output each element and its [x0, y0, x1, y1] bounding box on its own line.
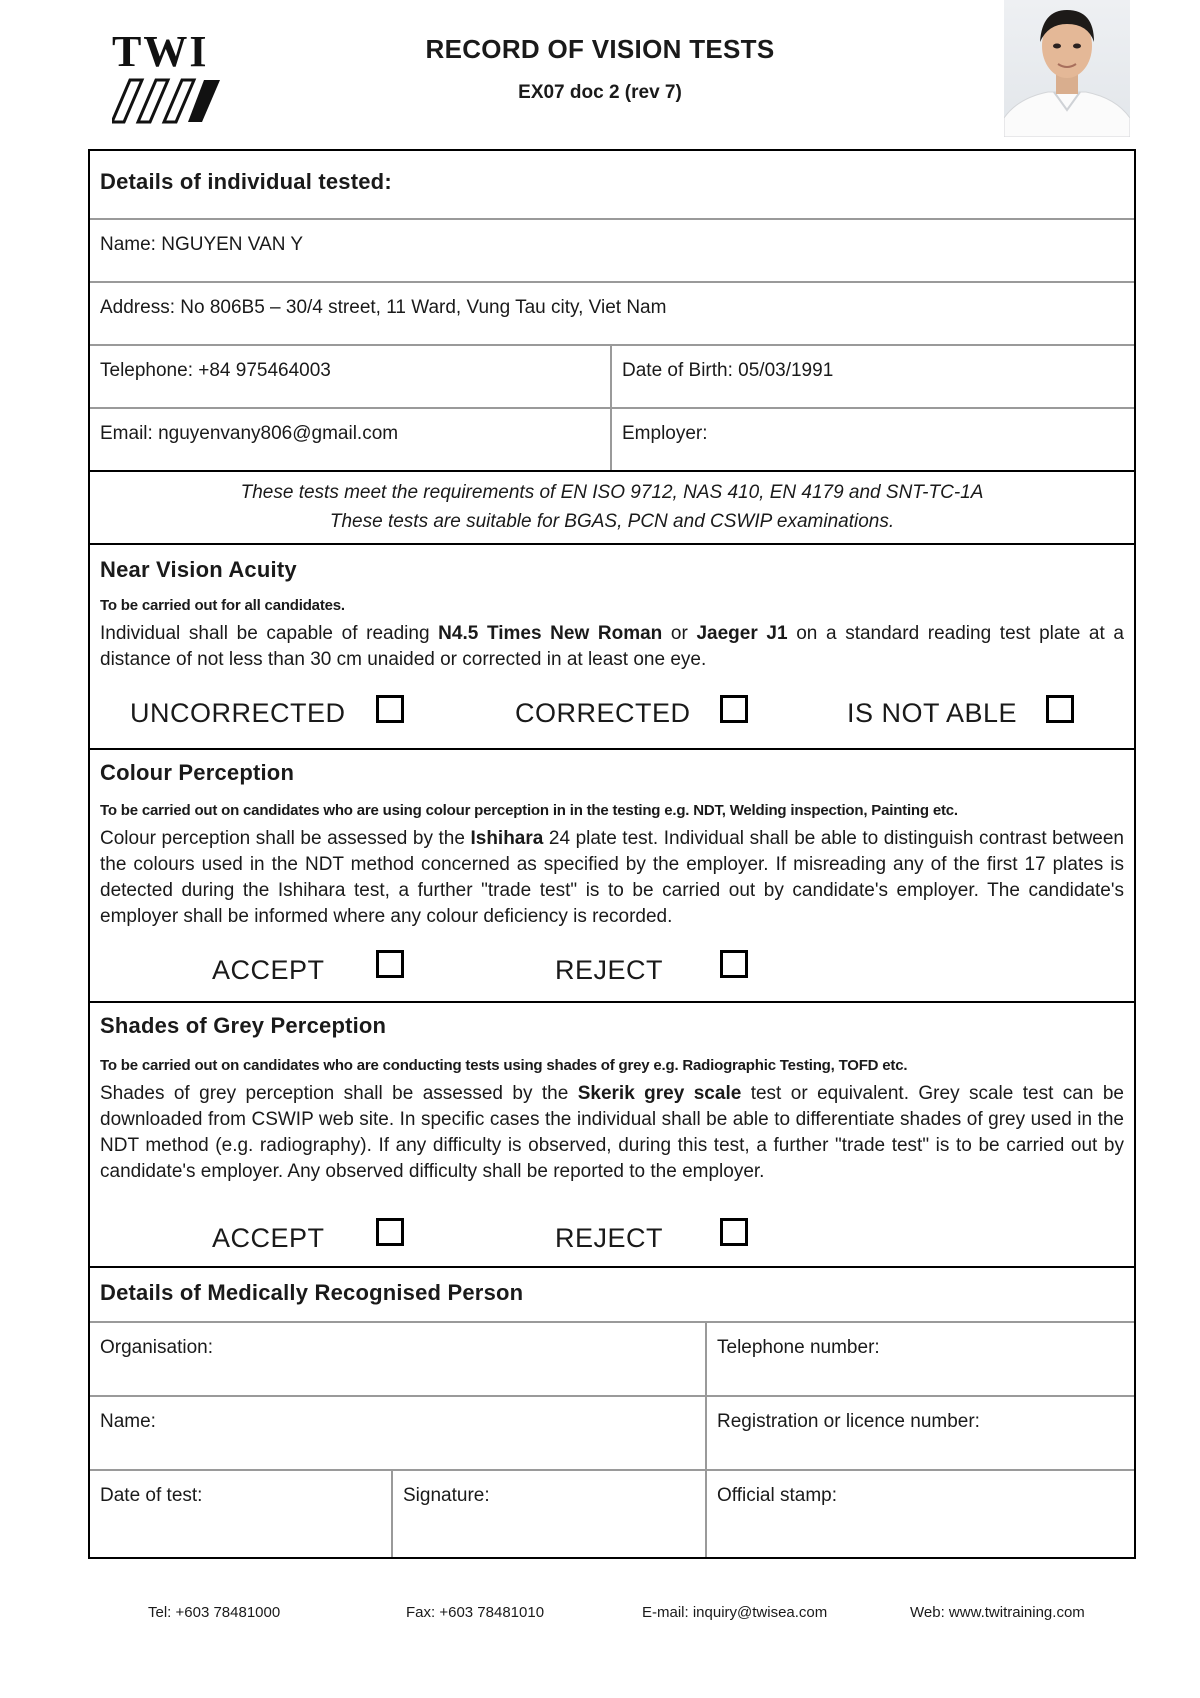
grey-accept-label: ACCEPT — [212, 1223, 325, 1253]
telephone-dob-row — [90, 346, 1134, 409]
individual-telephone-field[interactable]: Telephone: +84 975464003 — [90, 346, 612, 407]
vision-test-form — [88, 149, 1136, 1559]
medical-section-header — [90, 1268, 1134, 1323]
grey-text-b: test or equivalent. Grey scale test can be downloaded from CSWIP web site. In specific cases the individual shall be able to differentiate shades of grey used in the NDT method (e.g. radiography). If any difficulty is observed, during this test, a further "trade test" is to be carried out by candidate's employer. Any observed difficulty shall be reported to the employer. — [100, 1083, 1124, 1182]
colour-note: To be carried out on candidates who are using colour perception in in the testing e.g. NDT, Welding inspection, Painting etc. — [100, 802, 958, 819]
official-stamp-field[interactable]: Official stamp: — [717, 1485, 838, 1506]
grey-text-a: Shades of grey perception shall be assessed by the — [100, 1083, 578, 1104]
colour-text-a: Colour perception shall be assessed by the — [100, 828, 471, 849]
page-title: RECORD OF VISION TESTS — [425, 34, 775, 64]
candidate-photo — [1004, 0, 1130, 137]
footer-website[interactable]: Web: www.twitraining.com — [910, 1604, 1085, 1621]
not-able-option-label: IS NOT ABLE — [847, 698, 1018, 728]
colour-accept-checkbox[interactable] — [376, 950, 404, 978]
medical-telephone-field[interactable]: Telephone number: — [717, 1337, 880, 1358]
address-row — [90, 283, 1134, 346]
near-vision-text-b: or — [662, 623, 697, 644]
grey-skerik: Skerik grey scale — [577, 1083, 742, 1104]
footer-telephone: Tel: +603 78481000 — [148, 1604, 281, 1621]
colour-text-b: 24 plate test. Individual shall be able to distinguish contrast between the colours used in the NDT method concerned as specified by the employer. If misreading any of the first 17 plates is detected during the Ishihara test, a further "trade test" is to be carried out by candidate's employer. The candidate's employer shall be informed where any colour deficiency is recorded. — [100, 828, 1125, 927]
near-vision-text-a: Individual shall be capable of reading — [100, 623, 439, 644]
twi-logo — [112, 27, 228, 122]
colour-perception-section — [90, 750, 1134, 1003]
near-vision-font-spec: N4.5 Times New Roman — [438, 623, 663, 644]
near-vision-jaeger-spec: Jaeger J1 — [696, 623, 788, 644]
uncorrected-checkbox[interactable] — [376, 695, 404, 723]
grey-accept-checkbox[interactable] — [376, 1218, 404, 1246]
medical-name-field[interactable]: Name: — [90, 1397, 707, 1469]
colour-ishihara: Ishihara — [470, 828, 544, 849]
individual-section-header — [90, 151, 1134, 220]
grey-requirement — [90, 1081, 1134, 1185]
grey-reject-label: REJECT — [555, 1223, 664, 1253]
individual-address-field[interactable]: Address: No 806B5 – 30/4 street, 11 Ward, Vung Tau city, Viet Nam — [100, 297, 667, 318]
medical-heading: Details of Medically Recognised Person — [100, 1280, 524, 1305]
colour-reject-checkbox[interactable] — [720, 950, 748, 978]
candidate-portrait-image — [1004, 0, 1130, 137]
signature-field[interactable]: Signature: — [393, 1471, 707, 1557]
colour-reject-label: REJECT — [555, 955, 664, 985]
near-vision-section — [90, 545, 1134, 750]
corrected-checkbox[interactable] — [720, 695, 748, 723]
grey-perception-section — [90, 1003, 1134, 1268]
date-signature-stamp-row — [90, 1471, 1134, 1557]
grey-note: To be carried out on candidates who are conducting tests using shades of grey e.g. Radiographic Testing, TOFD etc. — [100, 1057, 908, 1074]
organisation-telephone-row — [90, 1323, 1134, 1397]
grey-heading: Shades of Grey Perception — [100, 1013, 387, 1038]
near-vision-requirement — [90, 621, 1134, 673]
logo-text: TWI — [112, 27, 209, 76]
individual-email-field[interactable]: Email: nguyenvany806@gmail.com — [90, 409, 612, 470]
individual-employer-field[interactable]: Employer: — [622, 423, 708, 444]
footer-email[interactable]: E-mail: inquiry@twisea.com — [642, 1604, 828, 1621]
name-row — [90, 220, 1134, 283]
individual-heading: Details of individual tested: — [100, 169, 392, 194]
logo-stripes-graphic — [112, 78, 220, 124]
licence-number-field[interactable]: Registration or licence number: — [717, 1411, 980, 1432]
near-vision-note: To be carried out for all candidates. — [100, 597, 345, 614]
email-employer-row — [90, 409, 1134, 472]
not-able-checkbox[interactable] — [1046, 695, 1074, 723]
colour-requirement — [90, 826, 1134, 930]
uncorrected-option-label: UNCORRECTED — [130, 698, 346, 728]
individual-dob-field[interactable]: Date of Birth: 05/03/1991 — [622, 360, 834, 381]
standards-statement — [90, 472, 1134, 545]
document-reference: EX07 doc 2 (rev 7) — [518, 82, 682, 103]
footer-fax: Fax: +603 78481010 — [406, 1604, 545, 1621]
near-vision-heading: Near Vision Acuity — [100, 557, 297, 582]
near-vision-text-c: on a standard reading test plate at a distance of not less than 30 cm unaided or corrected in at least one eye. — [100, 623, 1124, 670]
standards-line-2: These tests are suitable for BGAS, PCN and CSWIP examinations. — [329, 511, 895, 532]
colour-accept-label: ACCEPT — [212, 955, 325, 985]
name-licence-row — [90, 1397, 1134, 1471]
grey-reject-checkbox[interactable] — [720, 1218, 748, 1246]
date-of-test-field[interactable]: Date of test: — [90, 1471, 393, 1557]
standards-line-1: These tests meet the requirements of EN ISO 9712, NAS 410, EN 4179 and SNT-TC-1A — [240, 482, 984, 503]
individual-name-field[interactable]: Name: NGUYEN VAN Y — [100, 234, 304, 255]
organisation-field[interactable]: Organisation: — [90, 1323, 707, 1395]
colour-heading: Colour Perception — [100, 760, 295, 785]
corrected-option-label: CORRECTED — [515, 698, 691, 728]
